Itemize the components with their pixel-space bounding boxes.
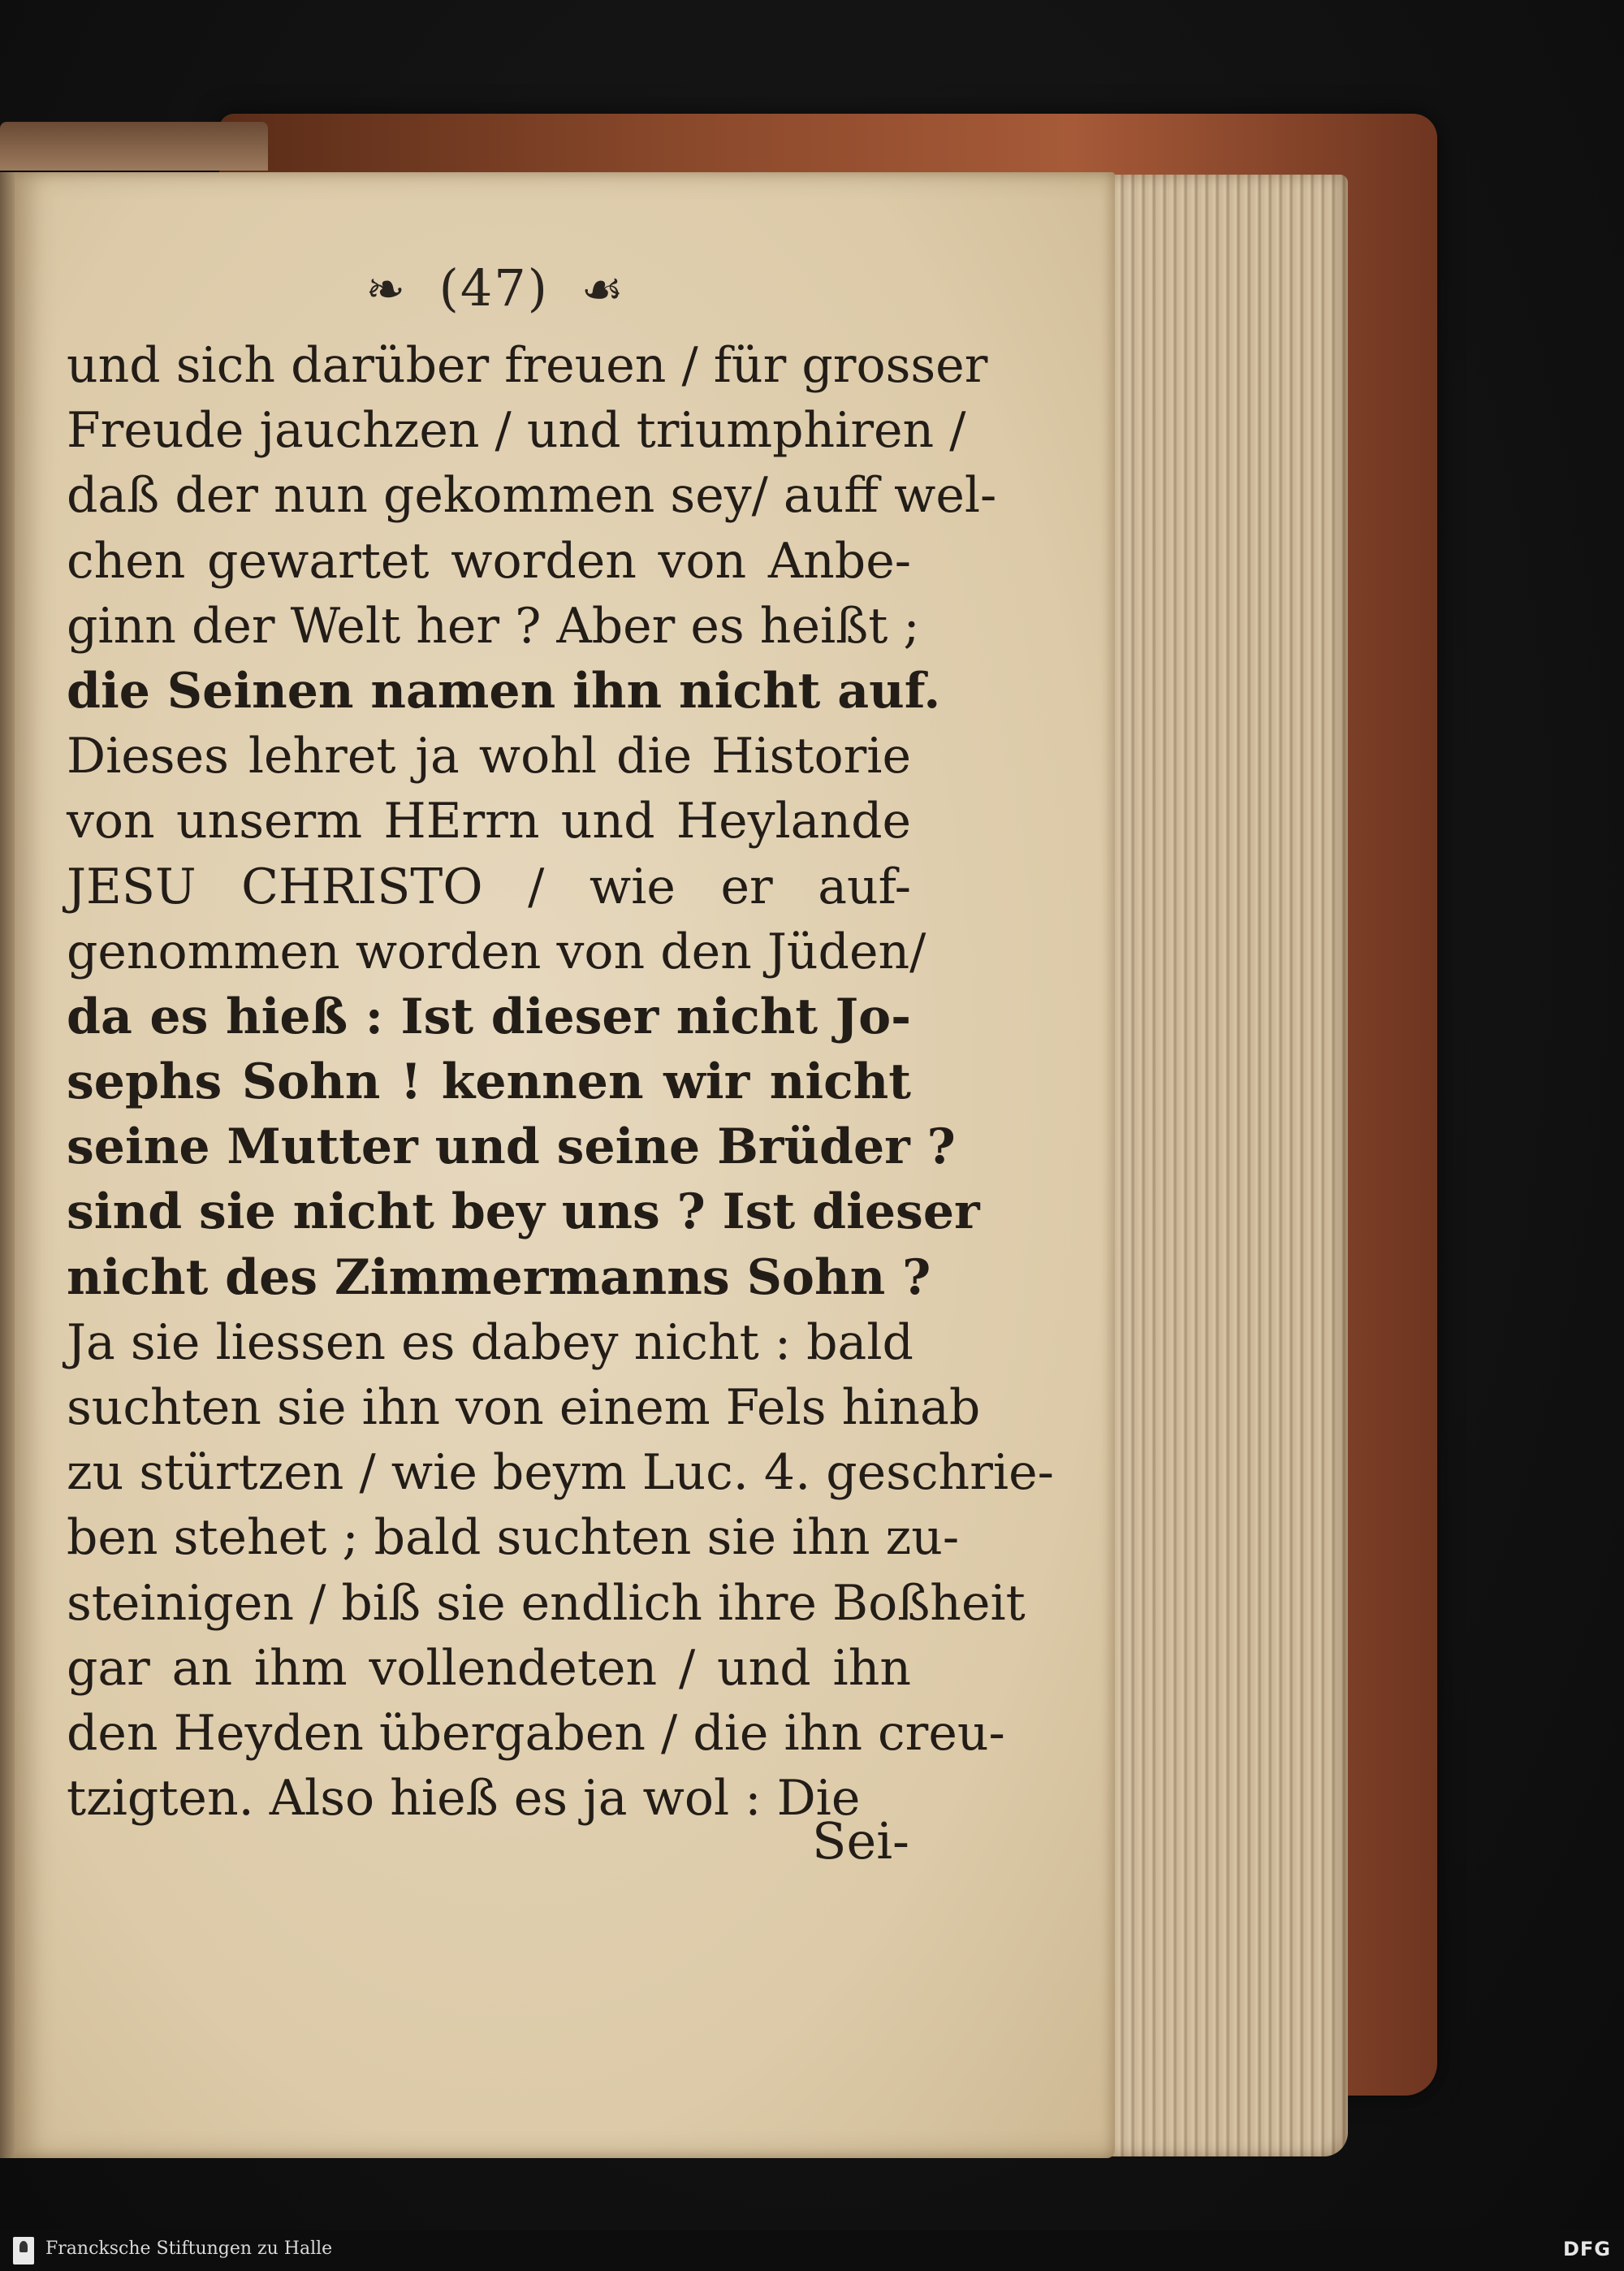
right-ornament-icon: ☙ bbox=[581, 262, 625, 317]
text-line: die Seinen namen ihn nicht auf. bbox=[67, 662, 941, 720]
text-line: von unserm HErrn und Heylande bbox=[67, 793, 911, 850]
text-line: seine Mutter und seine Brüder ? bbox=[67, 1118, 956, 1176]
text-line: den Heyden übergaben / die ihn creu- bbox=[67, 1704, 1005, 1762]
left-ornament-icon: ❧ bbox=[365, 262, 407, 317]
cover-headcap bbox=[0, 122, 268, 171]
viewer-footer bbox=[0, 2230, 1624, 2271]
text-line: suchten sie ihn von einem Fels hinab bbox=[67, 1379, 981, 1436]
page-number: (47) bbox=[438, 258, 549, 318]
text-line: genommen worden von den Jüden/ bbox=[67, 923, 926, 980]
text-line: sephs Sohn ! kennen wir nicht bbox=[67, 1053, 911, 1111]
text-line: nicht des Zimmermanns Sohn ? bbox=[67, 1248, 931, 1306]
text-line: steinigen / biß sie endlich ihre Boßheit bbox=[67, 1574, 1026, 1632]
text-line: JESU CHRISTO / wie er auf- bbox=[67, 858, 911, 915]
page-body-text bbox=[67, 333, 1054, 1831]
text-line: ginn der Welt her ? Aber es heißt ; bbox=[67, 597, 920, 655]
text-line: sind sie nicht bey uns ? Ist dieser bbox=[67, 1183, 980, 1241]
text-line: zu stürtzen / wie beym Luc. 4. geschrie- bbox=[67, 1444, 1054, 1502]
text-line: Dieses lehret ja wohl die Historie bbox=[67, 728, 911, 785]
text-line: gar an ihm vollendeten / und ihn bbox=[67, 1639, 911, 1697]
page-fore-edge bbox=[1104, 175, 1348, 2156]
text-line: ben stehet ; bald suchten sie ihn zu- bbox=[67, 1509, 960, 1567]
catchword: Sei- bbox=[812, 1811, 909, 1871]
text-line: da es hieß : Ist dieser nicht Jo- bbox=[67, 988, 911, 1045]
institution-name: Francksche Stiftungen zu Halle bbox=[45, 2239, 333, 2259]
dfg-badge: DFG bbox=[1562, 2238, 1611, 2260]
text-line: Ja sie liessen es dabey nicht : bald bbox=[67, 1313, 914, 1371]
text-line: tzigten. Also hieß es ja wol : Die bbox=[67, 1770, 861, 1828]
text-line: chen gewartet worden von Anbe- bbox=[67, 532, 911, 590]
page-header bbox=[300, 258, 690, 331]
text-line: und sich darüber freuen / für grosser bbox=[67, 337, 988, 394]
text-line: Freude jauchzen / und triumphiren / bbox=[67, 402, 966, 460]
text-line: daß der nun gekommen sey/ auff wel- bbox=[67, 467, 997, 525]
institution-logo-icon bbox=[13, 2237, 34, 2265]
